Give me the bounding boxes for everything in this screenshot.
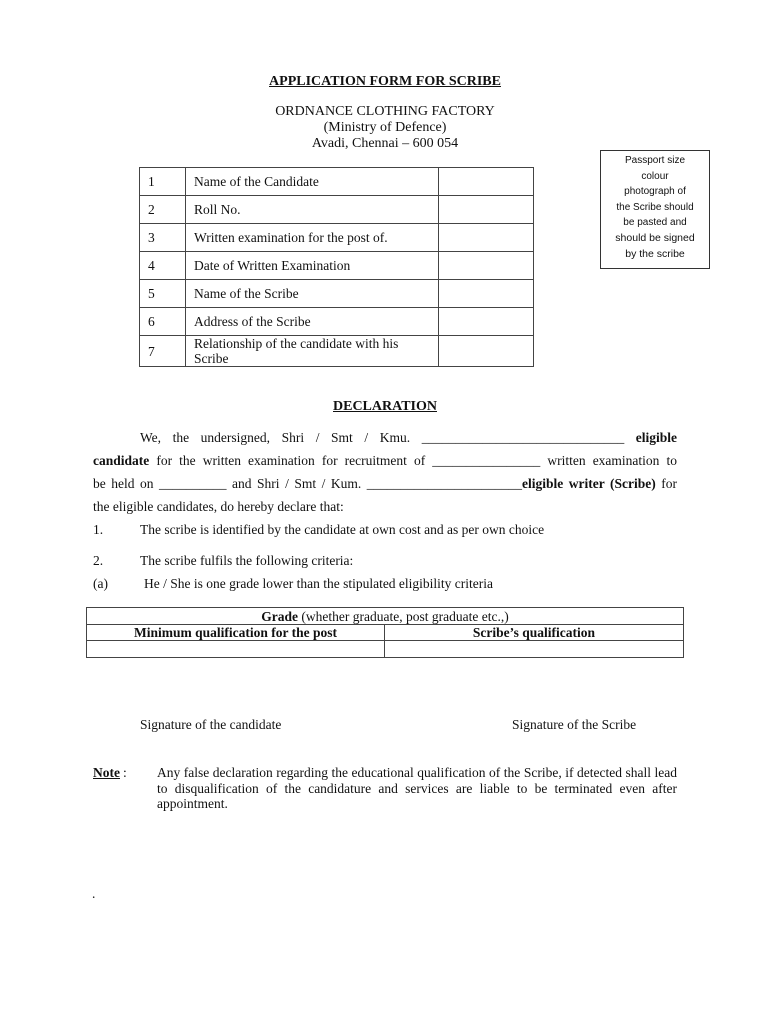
declaration-text: We, the undersigned, Shri / Smt / Kmu. — [140, 430, 411, 445]
declaration-text: written examination to — [547, 453, 677, 468]
form-title: APPLICATION FORM FOR SCRIBE — [269, 74, 501, 89]
scribe-name-blank[interactable]: _______________________ — [366, 476, 522, 491]
grade-table — [86, 607, 684, 658]
row-number: 6 — [140, 308, 186, 336]
declaration-heading: DECLARATION — [333, 399, 437, 414]
row-number: 7 — [140, 336, 186, 367]
photo-instruction-line: colour — [641, 170, 669, 182]
declaration-text: for — [661, 476, 677, 491]
item-number: 2. — [93, 553, 104, 568]
column-header: Scribe’s qualification — [385, 625, 684, 641]
row-label: Roll No. — [186, 196, 439, 224]
table-row — [87, 608, 684, 625]
photo-instruction-line: be pasted and — [623, 217, 687, 229]
declaration-line-3 — [93, 476, 677, 492]
table-row — [140, 252, 534, 280]
scribe-qualification-field[interactable] — [385, 641, 684, 658]
grade-note: (whether graduate, post graduate etc.,) — [301, 608, 509, 624]
photo-instruction-line: should be signed — [615, 231, 695, 244]
roll-no-field[interactable] — [439, 196, 534, 224]
recruitment-blank[interactable]: ________________ — [432, 453, 541, 468]
footer-mark: . — [92, 886, 96, 901]
min-qualification-field[interactable] — [87, 641, 385, 658]
row-label: Relationship of the candidate with his Scribe — [186, 336, 439, 367]
note-label: Note — [93, 765, 120, 780]
declaration-line-2 — [93, 453, 677, 469]
row-label: Name of the Scribe — [186, 280, 439, 308]
row-label: Address of the Scribe — [186, 308, 439, 336]
item-number: 1. — [93, 522, 104, 537]
exam-post-field[interactable] — [439, 224, 534, 252]
photo-instruction-line: by the scribe — [625, 247, 685, 260]
table-row — [140, 224, 534, 252]
declaration-text: be held on — [93, 476, 154, 491]
declaration-text: and Shri / Smt / Kum. — [232, 476, 362, 491]
scribe-signature-label: Signature of the Scribe — [512, 717, 637, 732]
exam-date-field[interactable] — [439, 252, 534, 280]
photo-instruction-line: photograph of — [624, 186, 686, 198]
row-number: 5 — [140, 280, 186, 308]
grade-label: Grade — [261, 608, 299, 624]
organization-block — [0, 104, 770, 152]
relationship-field[interactable] — [439, 336, 534, 367]
note-text: Any false declaration regarding the educational qualification of the Scribe, if detected shall lead to disqualification of the candidature and services are liable to be terminated even after appointment. — [157, 765, 677, 811]
grade-header — [87, 608, 684, 625]
row-label: Written examination for the post of. — [186, 224, 439, 252]
declaration-text: for the written examination for recruitment of — [156, 453, 426, 468]
candidate-signature-label: Signature of the candidate — [140, 717, 282, 732]
declaration-text-bold: candidate — [93, 453, 150, 468]
item-number: (a) — [93, 576, 108, 591]
table-row — [140, 308, 534, 336]
exam-date-blank[interactable]: __________ — [159, 476, 227, 491]
declaration-text-bold: eligible writer (Scribe) — [522, 476, 656, 491]
table-row — [140, 280, 534, 308]
org-name: ORDNANCE CLOTHING FACTORY — [275, 104, 495, 119]
note-colon: : — [123, 765, 127, 780]
item-text: The scribe is identified by the candidate at own cost and as per own choice — [140, 522, 545, 537]
column-header: Minimum qualification for the post — [87, 625, 385, 641]
scribe-name-field[interactable] — [439, 280, 534, 308]
row-label: Date of Written Examination — [186, 252, 439, 280]
photo-box — [600, 150, 710, 269]
org-ministry: (Ministry of Defence) — [323, 120, 447, 135]
row-number: 1 — [140, 168, 186, 196]
declaration-text-bold: eligible — [635, 430, 678, 445]
photo-instruction-line: the Scribe should — [616, 201, 694, 213]
table-row — [87, 625, 684, 641]
table-row — [140, 168, 534, 196]
row-number: 3 — [140, 224, 186, 252]
item-text: He / She is one grade lower than the stipulated eligibility criteria — [144, 576, 494, 591]
declarant-name-blank[interactable]: ______________________________ — [421, 430, 625, 445]
candidate-info-table — [139, 167, 534, 367]
photo-instruction-line: Passport size — [624, 155, 686, 166]
scribe-address-field[interactable] — [439, 308, 534, 336]
table-row — [140, 336, 534, 367]
declaration-line-1 — [140, 430, 677, 446]
row-label: Name of the Candidate — [186, 168, 439, 196]
row-number: 2 — [140, 196, 186, 224]
declaration-line-4: the eligible candidates, do hereby declare that: — [93, 499, 344, 514]
item-text: The scribe fulfils the following criteria: — [140, 553, 354, 568]
table-row — [140, 196, 534, 224]
row-number: 4 — [140, 252, 186, 280]
table-row — [87, 641, 684, 658]
candidate-name-field[interactable] — [439, 168, 534, 196]
org-address: Avadi, Chennai – 600 054 — [311, 136, 459, 151]
